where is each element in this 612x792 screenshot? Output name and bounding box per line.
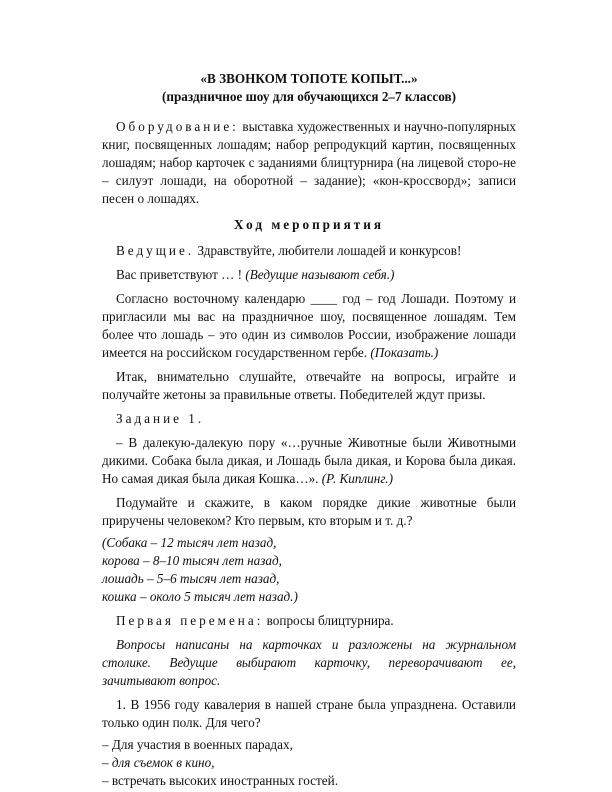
equipment-text: выставка художественных и научно-популярных книг, посвященных лошадям; набор репродукций картин, посвященных лошадям; набор карточек с заданиями блицтурнира (на лицевой сторо-не – силуэт лошади, на оборотной – задание); «кон-кроссворд»; записи песен о лошадях. xyxy=(102,119,516,206)
break1-heading xyxy=(102,612,516,630)
task1-quote-text: – В далекую-далекую пору «…ручные Животные были Животными дикими. Собака была дикая, и Лошадь была дикая, и Корова была дикая. Но самая дикая была дикая Кошка…». xyxy=(102,435,516,486)
task1-answer-line: лошадь – 5–6 тысяч лет назад, xyxy=(102,571,280,586)
document-body xyxy=(102,70,516,790)
task1-quote-source: (Р. Киплинг.) xyxy=(321,471,393,486)
question1-option: – встречать высоких иностранных гостей. xyxy=(102,773,338,788)
task1-answer-line: (Собака – 12 тысяч лет назад, xyxy=(102,535,277,550)
task1-label: Задание 1. xyxy=(116,411,205,426)
host-welcome-text: Вас приветствуют … ! xyxy=(116,267,246,282)
host-label: Ведущие. xyxy=(116,243,195,258)
page-title: «В ЗВОНКОМ ТОПОТЕ КОПЫТ...» xyxy=(200,71,418,86)
task1-answer-line: кошка – около 5 тысяч лет назад.) xyxy=(102,589,298,604)
break1-label: Первая перемена: xyxy=(116,613,264,628)
task1-question: Подумайте и скажите, в каком порядке дикие животные были приручены человеком? Кто первым, кто вторым и т. д.? xyxy=(102,495,516,528)
task1-quote xyxy=(102,434,516,488)
host-welcome xyxy=(102,266,516,284)
equipment-label: Оборудование: xyxy=(116,119,239,134)
host-greeting xyxy=(102,242,516,260)
break1-text: вопросы блицтурнира. xyxy=(263,613,394,628)
instructions-paragraph: Итак, внимательно слушайте, отвечайте на вопросы, играйте и получайте жетоны за правильные ответы. Победителей ждут призы. xyxy=(102,369,516,402)
question1-option: – для съемок в кино, xyxy=(102,755,215,770)
question1-options xyxy=(102,736,516,790)
section-heading: Ход мероприятия xyxy=(234,217,384,232)
break1-note: Вопросы написаны на карточках и разложены на журнальном столике. Ведущие выбирают карточку, переворачивают ее, зачитывают вопрос. xyxy=(102,637,516,688)
calendar-text: Согласно восточному календарю ____ год – год Лошади. Поэтому и пригласили мы вас на праздничное шоу, посвященное лошадям. Тем более что лошадь – это один из символов России, изображение лошади имеется на российском государственном гербе. xyxy=(102,291,516,360)
calendar-note: (Показать.) xyxy=(370,345,439,360)
equipment-paragraph xyxy=(102,118,516,208)
question1-option: – Для участия в военных парадах, xyxy=(102,737,293,752)
host-welcome-note: (Ведущие называют себя.) xyxy=(245,267,395,282)
host-greeting-text: Здравствуйте, любители лошадей и конкурсов! xyxy=(194,243,462,258)
page-subtitle: (праздничное шоу для обучающихся 2–7 классов) xyxy=(161,89,456,104)
task1-answer-line: корова – 8–10 тысяч лет назад, xyxy=(102,553,282,568)
task1-answers xyxy=(102,534,516,606)
question1-text: 1. В 1956 году кавалерия в нашей стране была упразднена. Оставили только один полк. Для чего? xyxy=(102,697,516,730)
calendar-paragraph xyxy=(102,290,516,362)
